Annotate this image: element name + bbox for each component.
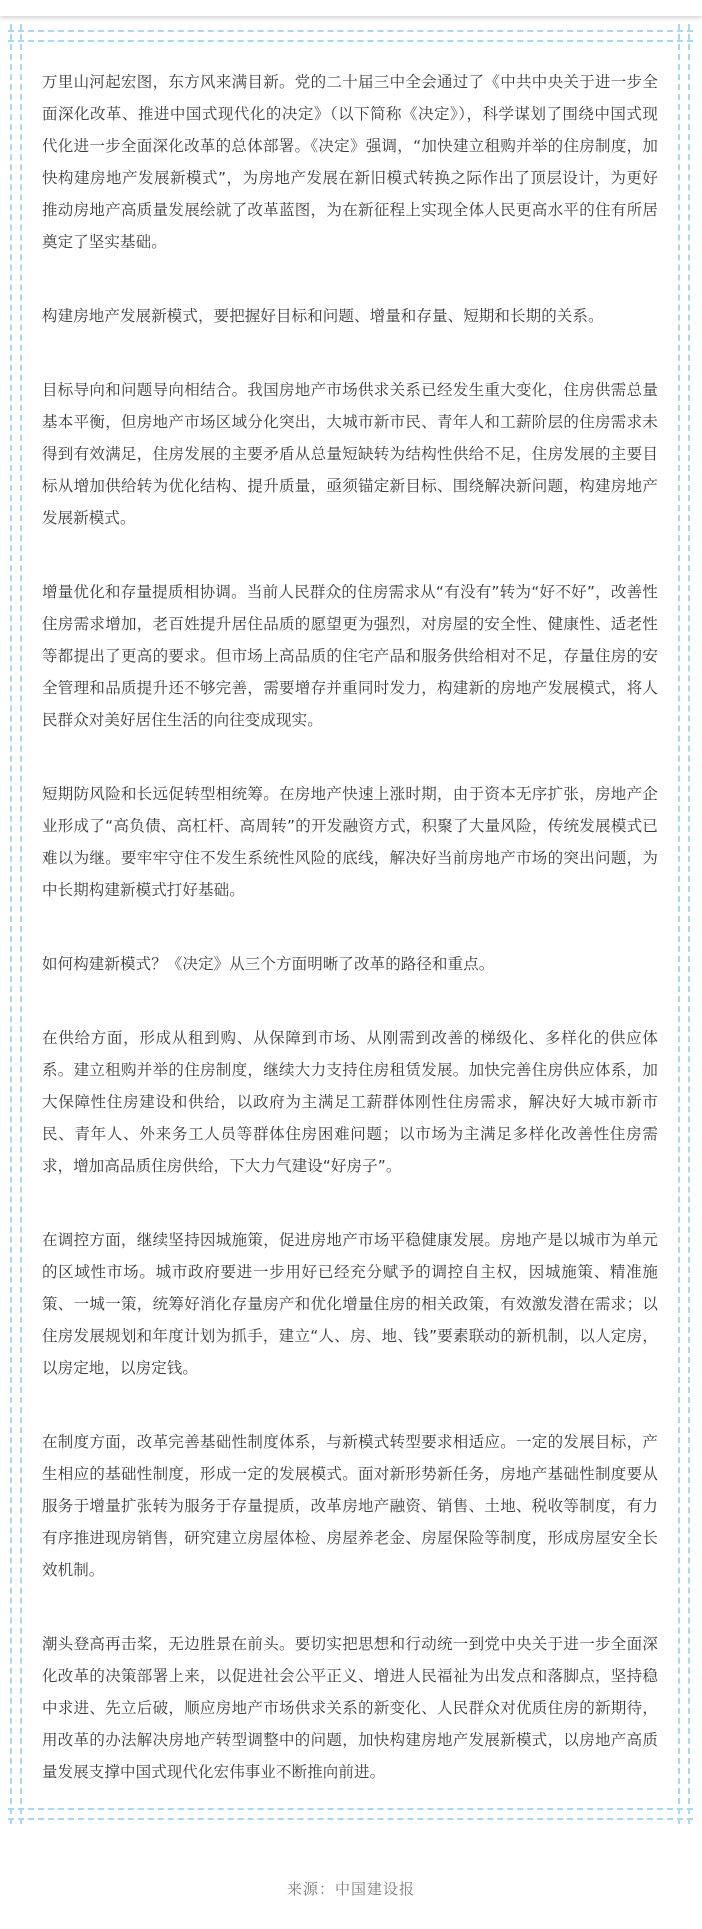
frame-top-outer-line: [8, 30, 693, 32]
frame-left-inner-line: [20, 24, 22, 1824]
source-credit: 来源：中国建设报: [286, 1880, 415, 1898]
paragraph-conclusion: 潮头登高再击桨，无边胜景在前头。要切实把思想和行动统一到党中央关于进一步全面深化改革的决策部署上来，以促进社会公平正义、增进人民福祉为出发点和落脚点，坚持稳中求进、先立后破，顺应房地产市场供求关系的新变化、人民群众对优质住房的新期待，用改革的办法解决房地产转型调整中的问题，加快构建房地产发展新模式，以房地产高质量发展支撑中国式现代化宏伟事业不断推向前进。: [42, 1635, 658, 1781]
frame-right-outer-line: [688, 24, 690, 1824]
frame-left-outer-line: [10, 24, 12, 1824]
paragraph-how-question: 如何构建新模式？《决定》从三个方面明晰了改革的路径和重点。: [42, 955, 495, 973]
paragraph-increment-stock: 增量优化和存量提质相协调。当前人民群众的住房需求从“有没有”转为“好不好”，改善性住房需求增加，老百姓提升居住品质的愿望更为强烈，对房屋的安全性、健康性、适老性等都提出了更高的要求。但市场上高品质的住宅产品和服务供给相对不足，存量住房的安全管理和品质提升还不够完善，需要增存并重同时发力，构建新的房地产发展模式，将人民群众对美好居住生活的向往变成现实。: [42, 583, 658, 729]
paragraph-goal-problem: 目标导向和问题导向相结合。我国房地产市场供求关系已经发生重大变化，住房供需总量基本平衡，但房地产市场区域分化突出，大城市新市民、青年人和工薪阶层的住房需求未得到有效满足，住房发展的主要矛盾从总量短缺转为结构性供给不足，住房发展的主要目标从增加供给转为优化结构、提升质量，亟须锚定新目标、围绕解决新问题，构建房地产发展新模式。: [42, 381, 658, 527]
frame-top-inner-line: [8, 40, 693, 42]
top-bar: [0, 0, 702, 16]
paragraph-supply: 在供给方面，形成从租到购、从保障到市场、从刚需到改善的梯级化、多样化的供应体系。建立租购并举的住房制度，继续大力支持住房租赁发展。加快完善住房供应体系，加大保障性住房建设和供给，以政府为主满足工薪群体刚性住房需求，解决好大城市新市民、青年人、外来务工人员等群体住房困难问题；以市场为主满足多样化改善性住房需求，增加高品质住房供给，下大力气建设“好房子”。: [42, 1029, 658, 1175]
paragraph-institution: 在制度方面，改革完善基础性制度体系，与新模式转型要求相适应。一定的发展目标，产生相应的基础性制度，形成一定的发展模式。面对新形势新任务，房地产基础性制度要从服务于增量扩张转为服务于存量提质，改革房地产融资、销售、土地、税收等制度，有力有序推进现房销售，研究建立房屋体检、房屋养老金、房屋保险等制度，形成房屋安全长效机制。: [42, 1433, 658, 1579]
paragraph-overview: 构建房地产发展新模式，要把握好目标和问题、增量和存量、短期和长期的关系。: [42, 307, 604, 325]
article-body: [42, 66, 658, 1830]
paragraph-intro: 万里山河起宏图，东方风来满目新。党的二十届三中全会通过了《中共中央关于进一步全面深化改革、推进中国式现代化的决定》（以下简称《决定》），科学谋划了围绕中国式现代化进一步全面深化改革的总体部署。《决定》强调，“加快建立租购并举的住房制度，加快构建房地产发展新模式”，为房地产发展在新旧模式转换之际作出了顶层设计，为更好推动房地产高质量发展绘就了改革蓝图，为在新征程上实现全体人民更高水平的住有所居奠定了坚实基础。: [42, 73, 658, 251]
paragraph-short-long-term: 短期防风险和长远促转型相统筹。在房地产快速上涨时期，由于资本无序扩张，房地产企业形成了“高负债、高杠杆、高周转”的开发融资方式，积聚了大量风险，传统发展模式已难以为继。要牢牢守住不发生系统性风险的底线，解决好当前房地产市场的突出问题，为中长期构建新模式打好基础。: [42, 785, 658, 899]
frame-right-inner-line: [678, 24, 680, 1824]
paragraph-regulation: 在调控方面，继续坚持因城施策，促进房地产市场平稳健康发展。房地产是以城市为单元的区域性市场。城市政府要进一步用好已经充分赋予的调控自主权，因城施策、精准施策、一城一策，统筹好消化存量房产和优化增量住房的相关政策，有效激发潜在需求；以住房发展规划和年度计划为抓手，建立“人、房、地、钱”要素联动的新机制，以人定房，以房定地，以房定钱。: [42, 1231, 658, 1377]
